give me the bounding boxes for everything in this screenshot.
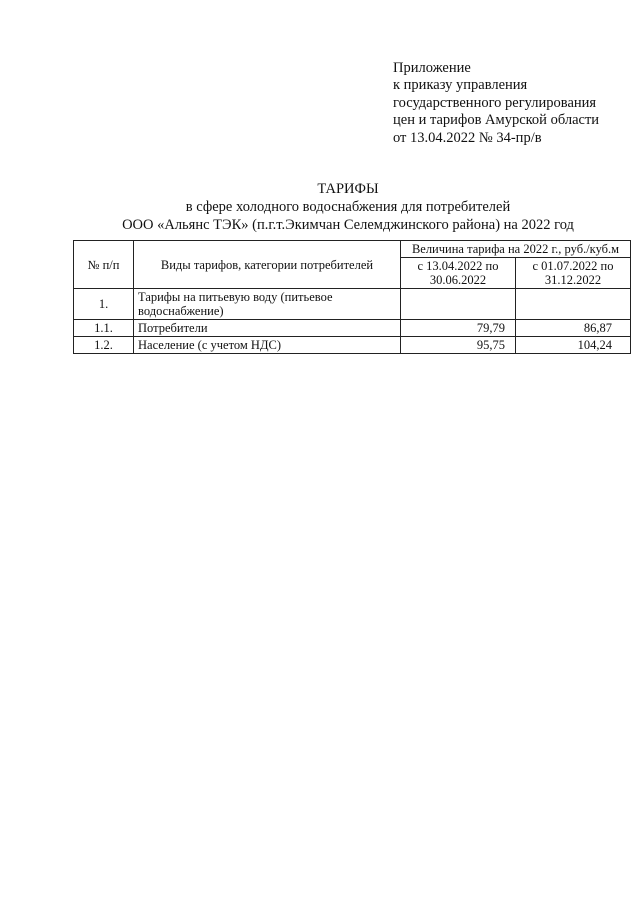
row-name: Потребители xyxy=(134,320,401,337)
appendix-block xyxy=(393,60,633,147)
table-row xyxy=(74,289,631,320)
row-value-2 xyxy=(516,289,631,320)
header-num: № п/п xyxy=(74,241,134,289)
row-name: Тарифы на питьевую воду (питьевое водоснабжение) xyxy=(134,289,401,320)
table-header-row xyxy=(74,241,631,258)
appendix-line: Приложение xyxy=(393,60,471,76)
row-num: 1. xyxy=(74,289,134,320)
header-period-2: с 01.07.2022 по 31.12.2022 xyxy=(516,258,631,289)
row-value-1: 79,79 xyxy=(401,320,516,337)
row-num: 1.1. xyxy=(74,320,134,337)
header-value-group: Величина тарифа на 2022 г., руб./куб.м xyxy=(401,241,631,258)
header-name: Виды тарифов, категории потребителей xyxy=(134,241,401,289)
title-heading: ТАРИФЫ xyxy=(317,181,379,197)
row-value-1: 95,75 xyxy=(401,337,516,354)
table-row xyxy=(74,320,631,337)
row-value-2: 104,24 xyxy=(516,337,631,354)
row-num: 1.2. xyxy=(74,337,134,354)
title-subtitle: в сфере холодного водоснабжения для потребителей xyxy=(185,199,511,215)
appendix-line: цен и тарифов Амурской области xyxy=(393,112,600,129)
table-row xyxy=(74,337,631,354)
header-period-1: с 13.04.2022 по 30.06.2022 xyxy=(401,258,516,289)
title-organization: ООО «Альянс ТЭК» (п.г.т.Экимчан Селемджинского района) на 2022 год xyxy=(122,217,574,233)
row-value-1 xyxy=(401,289,516,320)
row-name: Население (с учетом НДС) xyxy=(134,337,401,354)
document-title xyxy=(60,180,636,234)
appendix-line: государственного регулирования xyxy=(393,94,597,111)
appendix-line: от 13.04.2022 № 34-пр/в xyxy=(393,129,542,146)
row-value-2: 86,87 xyxy=(516,320,631,337)
appendix-line: к приказу управления xyxy=(393,77,528,94)
tariff-table xyxy=(73,240,631,354)
